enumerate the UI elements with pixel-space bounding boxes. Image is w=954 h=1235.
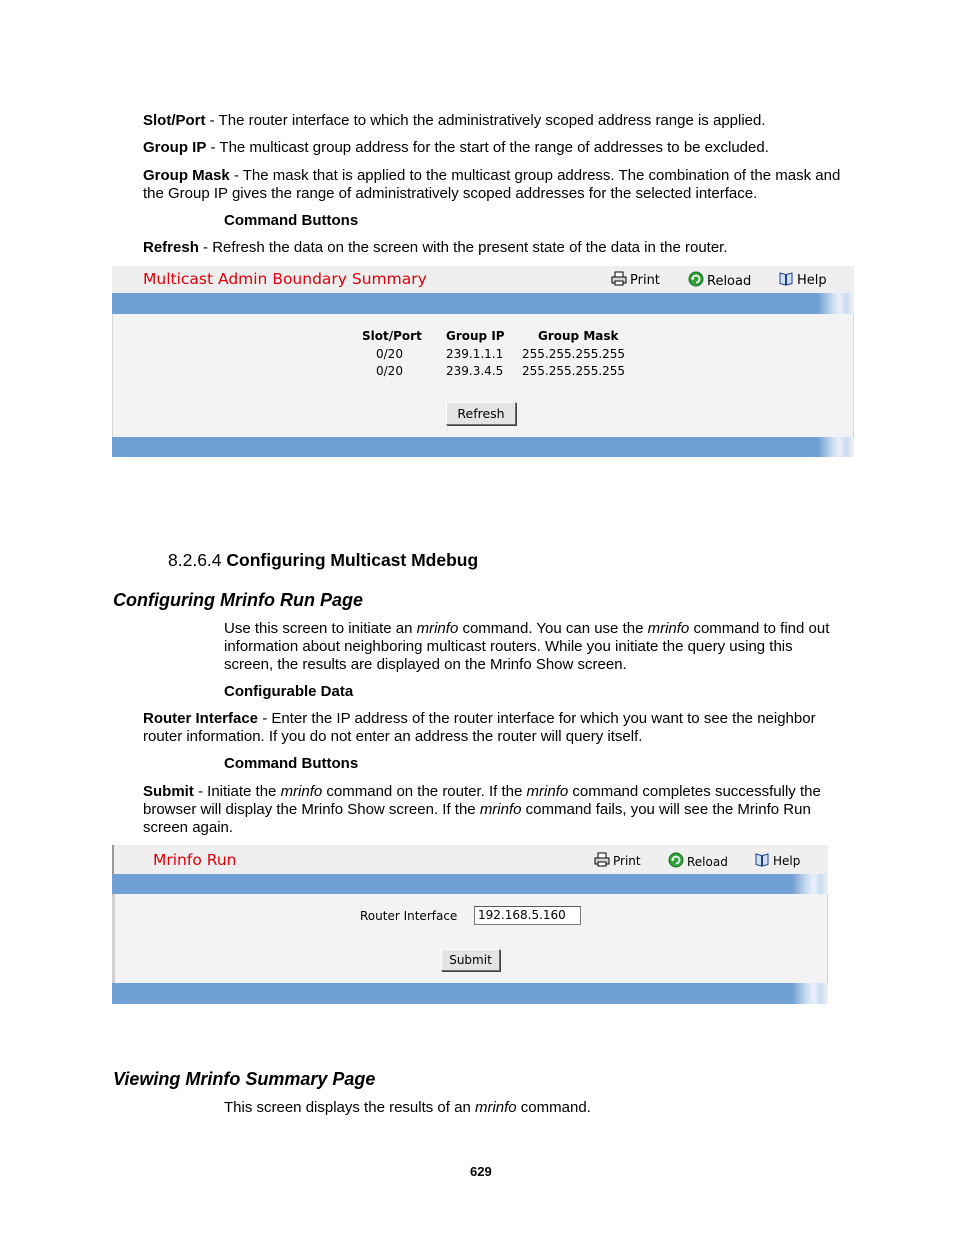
term-router-interface: Router Interface — [143, 710, 259, 727]
def-slot-port — [143, 112, 766, 130]
term-group-ip: Group IP — [143, 139, 207, 156]
col-header-slot-port: Slot/Port — [362, 329, 422, 343]
panel-footer-bar — [112, 437, 854, 457]
reload-button[interactable] — [688, 271, 751, 291]
def-text: - Enter the IP address of the router interface for which you want to see the neighbor — [258, 710, 816, 727]
subheading-configurable-data: Configurable Data — [224, 683, 354, 700]
def-submit — [143, 783, 821, 837]
def-text: - The multicast group address for the start of the range of addresses to be excluded. — [206, 139, 769, 156]
help-button[interactable] — [754, 852, 800, 870]
def-text-line2: the Group IP gives the range of administratively scoped addresses for the selected interface. — [143, 185, 758, 202]
cmd-mrinfo: mrinfo — [526, 783, 569, 800]
screenshot-admin-boundary-summary — [112, 266, 854, 457]
print-label: Print — [613, 854, 641, 868]
mrinfo-summary-description — [224, 1099, 591, 1117]
panel-header-bar — [112, 293, 854, 314]
term-refresh: Refresh — [143, 239, 199, 256]
refresh-button[interactable]: Refresh — [446, 402, 516, 425]
heading-mrinfo-run: Configuring Mrinfo Run Page — [113, 590, 363, 610]
def-text: - The mask that is applied to the multicast group address. The combination of the mask and — [229, 167, 841, 184]
section-heading — [168, 550, 478, 570]
def-text: - Refresh the data on the screen with the present state of the data in the router. — [198, 239, 728, 256]
section-number: 8.2.6.4 — [168, 550, 227, 570]
def-router-interface — [143, 710, 816, 746]
reload-icon — [688, 271, 704, 291]
text: command on the router. If the — [322, 783, 527, 800]
subheading-command-buttons: Command Buttons — [224, 755, 359, 772]
cmd-mrinfo: mrinfo — [416, 620, 459, 637]
help-book-icon — [778, 271, 794, 290]
mrinfo-run-description — [224, 620, 829, 674]
text-line3: screen, the results are displayed on the Mrinfo Show screen. — [224, 656, 627, 673]
subheading-command-buttons: Command Buttons — [224, 212, 359, 229]
page-number: 629 — [470, 1164, 492, 1179]
print-button[interactable] — [594, 852, 641, 870]
col-header-group-mask: Group Mask — [538, 329, 619, 343]
text: command fails, you will see the Mrinfo Run — [521, 801, 811, 818]
reload-label: Reload — [707, 273, 752, 289]
print-label: Print — [630, 273, 660, 288]
cell-group-mask: 255.255.255.255 — [522, 364, 626, 378]
col-header-group-ip: Group IP — [446, 329, 505, 343]
def-group-ip — [143, 139, 769, 157]
text: - Initiate the — [193, 783, 281, 800]
term-slot-port: Slot/Port — [143, 112, 206, 129]
text: command completes successfully the — [568, 783, 821, 800]
cmd-mrinfo: mrinfo — [647, 620, 690, 637]
text-line2: information about neighboring multicast routers. While you initiate the query using this — [224, 638, 793, 655]
term-submit: Submit — [143, 783, 194, 800]
panel-footer-bar — [112, 983, 828, 1004]
submit-button[interactable]: Submit — [441, 949, 500, 971]
cell-slot-port: 0/20 — [376, 347, 403, 361]
heading-mrinfo-summary: Viewing Mrinfo Summary Page — [113, 1069, 376, 1089]
help-button[interactable] — [778, 271, 827, 290]
help-label: Help — [797, 273, 827, 288]
term-group-mask: Group Mask — [143, 167, 230, 184]
cmd-mrinfo: mrinfo — [280, 783, 323, 800]
printer-icon — [611, 271, 627, 290]
text: Use this screen to initiate an — [224, 620, 417, 637]
panel-title: Multicast Admin Boundary Summary — [143, 270, 427, 288]
cmd-mrinfo: mrinfo — [474, 1099, 517, 1116]
section-title: Configuring Multicast Mdebug — [226, 550, 479, 570]
def-text-line2: router information. If you do not enter an address the router will query itself. — [143, 728, 643, 745]
router-interface-input[interactable]: 192.168.5.160 — [474, 906, 581, 925]
printer-icon — [594, 852, 610, 870]
screenshot-mrinfo-run — [112, 845, 828, 1004]
text: command. — [516, 1099, 591, 1116]
text: browser will display the Mrinfo Show screen. If the — [143, 801, 480, 818]
cell-group-mask: 255.255.255.255 — [522, 347, 626, 361]
cell-group-ip: 239.1.1.1 — [446, 347, 504, 361]
def-text: - The router interface to which the administratively scoped address range is applied. — [205, 112, 766, 129]
reload-label: Reload — [687, 854, 728, 869]
def-refresh — [143, 239, 728, 257]
def-group-mask — [143, 167, 840, 203]
text: command to find out — [689, 620, 830, 637]
router-interface-label: Router Interface — [360, 909, 458, 923]
reload-button[interactable] — [668, 852, 728, 871]
text: This screen displays the results of an — [224, 1099, 475, 1116]
help-label: Help — [773, 854, 801, 868]
cell-slot-port: 0/20 — [376, 364, 403, 378]
text: command. You can use the — [458, 620, 648, 637]
help-book-icon — [754, 852, 770, 870]
panel-header-bar — [112, 874, 828, 894]
cmd-mrinfo: mrinfo — [479, 801, 522, 818]
panel-title: Mrinfo Run — [153, 851, 237, 869]
print-button[interactable] — [611, 271, 660, 290]
reload-icon — [668, 852, 684, 871]
text-line3: screen again. — [143, 819, 234, 836]
cell-group-ip: 239.3.4.5 — [446, 364, 504, 378]
